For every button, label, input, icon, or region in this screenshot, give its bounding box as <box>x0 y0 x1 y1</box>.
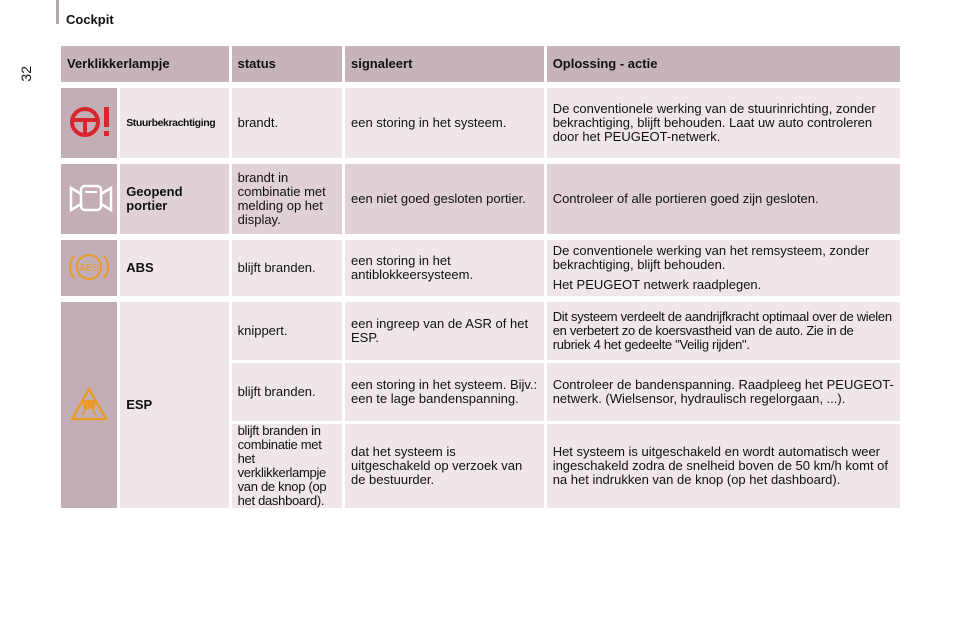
table-row <box>61 88 900 158</box>
icon-cell <box>61 302 117 508</box>
table-header-row <box>61 46 900 82</box>
table-row <box>61 164 900 234</box>
header-oplossing: Oplossing - actie <box>547 46 900 82</box>
action-text-2: Het PEUGEOT netwerk raadplegen. <box>552 277 762 292</box>
icon-cell <box>61 164 117 234</box>
warning-lights-table <box>58 46 903 508</box>
signal-cell: een niet goed gesloten portier. <box>345 164 544 234</box>
action-cell: De conventionele werking van de stuurinrichting, zonder bekrachtiging, blijft behouden. Laat uw auto controleren door het PEUGEOT-netwerk. <box>547 88 900 158</box>
action-cell: Controleer de bandenspanning. Raadpleeg het PEUGEOT-netwerk. (Wielsensor, hydraulisch regelorgaan, ...). <box>547 363 900 421</box>
light-name: Stuurbekrachtiging <box>120 88 228 158</box>
light-name: Geopend portier <box>120 164 228 234</box>
signal-cell: een storing in het systeem. Bijv.: een te lage bandenspanning. <box>345 363 544 421</box>
page-number: 32 <box>18 66 34 82</box>
abs-icon <box>67 249 111 285</box>
status-cell: blijft branden. <box>232 363 342 421</box>
section-title: Cockpit <box>66 12 114 27</box>
status-cell: brandt in combinatie met melding op het display. <box>232 164 342 234</box>
action-text: De conventionele werking van het remsysteem, zonder bekrachtiging, blijft behouden. <box>552 243 870 272</box>
door-open-icon <box>67 180 115 216</box>
light-name: ABS <box>120 240 228 296</box>
status-cell: brandt. <box>232 88 342 158</box>
signal-cell: een ingreep van de ASR of het ESP. <box>345 302 544 360</box>
section-marker <box>56 0 59 24</box>
icon-cell <box>61 240 117 296</box>
steering-warning-icon <box>67 102 115 142</box>
table-row <box>61 302 900 360</box>
status-cell: knippert. <box>232 302 342 360</box>
action-cell: Het systeem is uitgeschakeld en wordt automatisch weer ingeschakeld zodra de snelheid boven de 50 km/h komt of na het indrukken van de knop (op het dashboard). <box>547 424 900 508</box>
svg-text:ABS: ABS <box>79 262 100 274</box>
header-status: status <box>232 46 342 82</box>
action-cell: Controleer of alle portieren goed zijn gesloten. <box>547 164 900 234</box>
action-cell <box>547 240 900 296</box>
signal-cell: een storing in het antiblokkeersysteem. <box>345 240 544 296</box>
icon-cell <box>61 88 117 158</box>
status-cell: blijft branden in combinatie met het verklikkerlampje van de knop (op het dashboard). <box>232 424 342 508</box>
table-row <box>61 240 900 296</box>
header-verklikkerlampje: Verklikkerlampje <box>61 46 229 82</box>
esp-skid-icon <box>69 386 109 422</box>
signal-cell: een storing in het systeem. <box>345 88 544 158</box>
signal-cell: dat het systeem is uitgeschakeld op verzoek van de bestuurder. <box>345 424 544 508</box>
action-cell: Dit systeem verdeelt de aandrijfkracht optimaal over de wielen en verbetert zo de koersvastheid van de auto. Zie in de rubriek 4 het gedeelte "Veilig rijden". <box>547 302 900 360</box>
light-name: ESP <box>120 302 228 508</box>
header-signaleert: signaleert <box>345 46 544 82</box>
status-cell: blijft branden. <box>232 240 342 296</box>
